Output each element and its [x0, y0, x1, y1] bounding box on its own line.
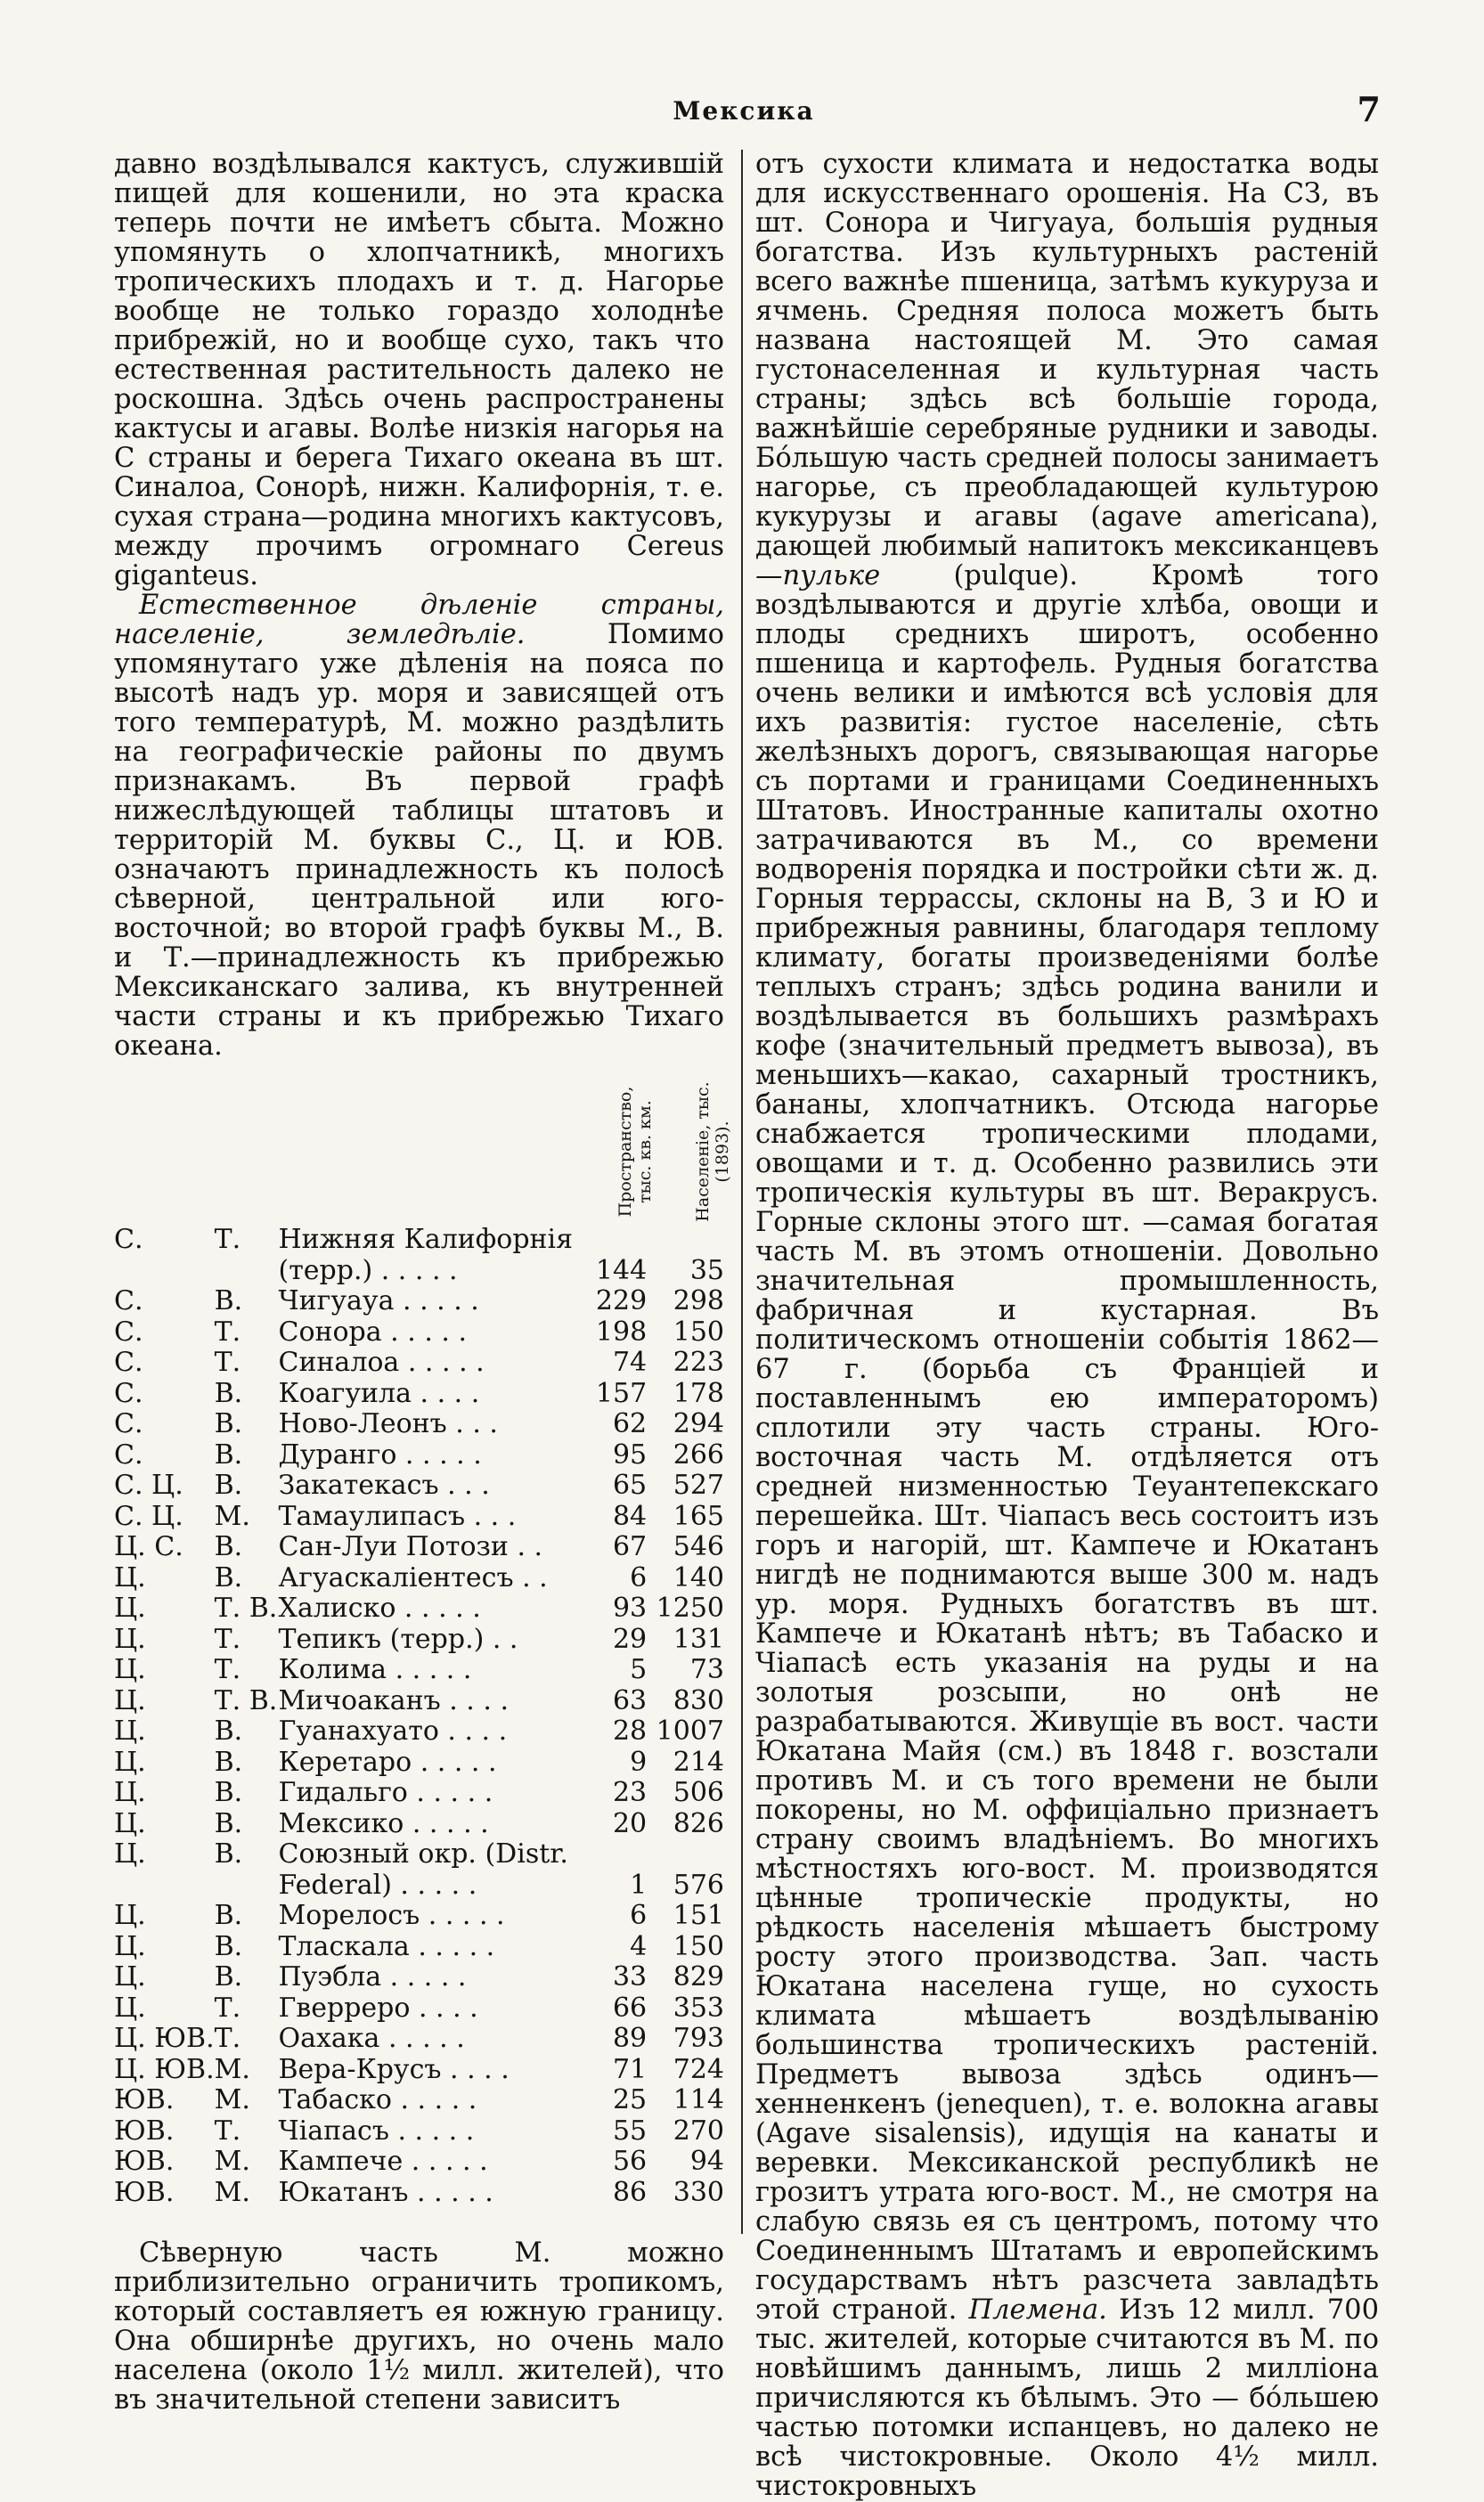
population-cell: 140 — [673, 1561, 724, 1593]
coast-cell: Т. В. — [214, 1684, 278, 1716]
area-cell: 84 — [612, 1500, 648, 1532]
state-name-cell: Тласкала . . . . . — [278, 1930, 495, 1962]
area-cell: 9 — [630, 1746, 648, 1778]
state-name-cell: Союзный окр. (Distr. — [278, 1838, 568, 1870]
area-cell: 20 — [612, 1807, 648, 1839]
states-table — [114, 1073, 732, 2208]
area-cell: 63 — [612, 1684, 648, 1716]
state-name-cell: Гидальго . . . . . — [278, 1777, 493, 1808]
state-name-cell: Коагуила . . . . — [278, 1377, 480, 1409]
region-cell: Ц. — [114, 1561, 146, 1593]
region-cell: ЮВ. — [114, 2146, 175, 2177]
region-cell: Ц. ЮВ. — [114, 2023, 215, 2054]
area-cell: 74 — [612, 1347, 648, 1378]
paragraph-text: (pulque). Кромѣ того воздѣлываются и другіе хлѣба, овощи и плоды среднихъ широтъ, особенно пшеница и картофель. Рудныя богатства очень велики и имѣются всѣ условія для ихъ развитія: густое населеніе, сѣть желѣзныхъ дорогъ, связывающая нагорье съ портами и границами Соединенныхъ Штатовъ. Иностранные капиталы охотно затрачиваются въ М., со времени водворенія порядка и постройки сѣти ж. д. Горныя террассы, склоны на В, З и Ю и прибрежныя равнины, благодаря теплому климату, богаты произведеніями болѣе теплыхъ странъ; здѣсь родина ванили и воздѣлывается въ большихъ размѣрахъ кофе (значительный предметъ вывоза), въ меньшихъ—какао, сахарный тростникъ, бананы, хлопчатникъ. Отсюда нагорье снабжается тропическими плодами, овощами и т. д. Особенно развились эти тропическія культуры въ шт. Веракрусъ. Горные склоны этого шт. —самая богатая часть М. въ этомъ отношеніи. Довольно значительная промышленность, фабричная и кустарная. Въ политическомъ отношеніи событія 1862—67 г. (борьба съ Франціей и поставленнымъ ею императоромъ) сплотили эту часть страны. Юго-восточная часть М. отдѣляется отъ средней низменностью Теуантепекскаго перешейка. Шт. Чіапасъ весь состоитъ изъ горъ и нагорій, шт. Кампече и Юкатанъ нигдѣ не поднимаются выше 300 м. надъ ур. моря. Рудныхъ богатствъ въ шт. Кампече и Юкатанѣ нѣтъ; въ Табаско и Чіапасѣ есть указанія на руды и на золотыя розсыпи, но онѣ не разрабатываются. Живущіе въ вост. части Юкатана Майя (см.) въ 1848 г. возстали противъ М. и съ того времени не были покорены, но М. оффиціально признаетъ страну своимъ владѣніемъ. Во многихъ мѣстностяхъ юго-вост. М. производятся цѣнные тропическіе продукты, но рѣдкость населенія мѣшаетъ быстрому росту этого производства. Зап. часть Юкатана населена гуще, но сухость климата мѣшаетъ воздѣлыванію большинства тропическихъ растеній. Предметъ вывоза здѣсь одинъ—хенненкенъ (jenequen), т. е. волокна агавы (Agave sisalensis), идущія на канаты и веревки. Мексиканской республикѣ не грозитъ утрата юго-вост. М., не смотря на слабую связь ея съ центромъ, потому что Соединеннымъ Штатамъ и европейскимъ государствамъ нѣтъ разсчета завладѣть этой страной. — [755, 560, 1379, 2326]
italic-term: пульке — [782, 560, 881, 591]
table-row — [114, 1655, 724, 1686]
col-area-header: Пространство, тыс. кв. км. — [616, 1086, 656, 1218]
state-name-cell: Морелосъ . . . . . — [278, 1900, 505, 1931]
paragraph-text: отъ сухости климата и недостатка воды для искусственнаго орошенія. На СЗ, въ шт. Сонора и Чигуауа, большія рудныя богатства. Изъ культурныхъ растеній всего важнѣе пшеница, затѣмъ кукуруза и ячмень. Средняя полоса можетъ быть названа настоящей М. Это самая густонаселенная и культурная часть страны; здѣсь всѣ большіе города, важнѣйшіе серебряные рудники и заводы. Бóльшую часть средней полосы занимаетъ нагорье, съ преобладающей культурою кукурузы и агавы (agave americana), дающей любимый напитокъ мексиканцевъ— — [755, 149, 1379, 591]
coast-cell: В. — [214, 1716, 243, 1747]
population-cell: 266 — [673, 1438, 724, 1471]
area-cell: 29 — [612, 1623, 648, 1655]
region-cell: Ц. — [114, 1838, 146, 1870]
table-row — [114, 1932, 724, 1963]
region-cell: ЮВ. — [114, 2084, 175, 2115]
state-name-cell: Юкатанъ . . . . . — [278, 2176, 493, 2208]
table-row — [114, 1778, 724, 1809]
region-cell: Ц. — [114, 1992, 146, 2024]
state-name-cell: Агуаскаліентесъ . . — [278, 1561, 548, 1593]
paragraph-text: Изъ 12 милл. 700 тыс. жителей, которые считаются въ М. по новѣйшимъ даннымъ, лишь 2 милліона причисляются къ бѣлымъ. Это — бóльшею частью потомки испанцевъ, но далеко не всѣ чистокровные. Около 4½ милл. чистокровныхъ — [755, 2294, 1379, 2502]
state-name-cell: Дуранго . . . . . — [278, 1438, 482, 1471]
page-header — [107, 87, 1381, 132]
left-column — [114, 149, 732, 2416]
population-cell — [647, 1839, 724, 1870]
table-row — [114, 2147, 724, 2178]
region-cell: Ц. — [114, 1623, 146, 1655]
population-cell: 73 — [689, 1654, 724, 1685]
section-heading: Естественное дѣленіе страны, населеніе, земледѣліе. — [114, 590, 724, 650]
region-cell: С. — [114, 1224, 143, 1255]
section-heading: Племена. — [968, 2294, 1107, 2326]
population-cell: 223 — [673, 1347, 724, 1378]
paragraph: Сѣверную часть М. можно приблизительно ограничить тропикомъ, который составляетъ ея южную границу. Она обширнѣе другихъ, но очень мало населена (около 1½ милл. жителей), что въ значительной степени зависитъ — [114, 2237, 724, 2416]
state-name-cell: Вера-Крусъ . . . . — [278, 2053, 510, 2085]
region-cell: Ц. — [114, 1716, 146, 1747]
population-cell: 94 — [689, 2146, 724, 2177]
state-name-cell: Синалоа . . . . . — [278, 1347, 485, 1378]
state-name-cell: Колима . . . . . — [278, 1654, 472, 1685]
coast-cell: М. — [214, 1500, 250, 1532]
population-cell — [647, 1225, 724, 1256]
coast-cell: В. — [214, 1961, 243, 1993]
area-cell: 23 — [612, 1777, 648, 1808]
region-cell: С. — [114, 1316, 143, 1348]
table-row — [114, 1809, 724, 1840]
population-cell: 298 — [673, 1285, 724, 1316]
population-cell: 724 — [673, 2053, 724, 2085]
region-cell: Ц. С. — [114, 1531, 183, 1562]
area-cell: 65 — [612, 1470, 648, 1501]
area-cell: 144 — [595, 1254, 648, 1286]
area-cell: 86 — [612, 2176, 648, 2208]
paragraph — [755, 150, 1379, 2501]
region-cell — [114, 1256, 215, 1287]
population-cell: 150 — [673, 1316, 724, 1348]
coast-cell: В. — [214, 1285, 243, 1316]
state-name-cell: Нижняя Калифорнія — [278, 1224, 574, 1255]
area-cell: 93 — [612, 1593, 648, 1624]
population-cell: 165 — [673, 1500, 724, 1532]
state-name-cell: Чіапасъ . . . . . — [278, 2115, 475, 2147]
area-cell: 95 — [612, 1438, 648, 1471]
table-row — [114, 2085, 724, 2116]
state-name-cell: Ново-Леонъ . . . — [278, 1408, 498, 1439]
coast-cell: В. — [214, 1746, 243, 1778]
region-cell: С. — [114, 1347, 143, 1378]
coast-cell — [215, 1256, 279, 1287]
region-cell: С. — [114, 1377, 143, 1409]
coast-cell: В. — [214, 1807, 243, 1839]
area-cell: 25 — [612, 2084, 648, 2115]
area-cell: 28 — [612, 1716, 648, 1747]
population-cell: 576 — [673, 1869, 724, 1901]
table-row — [114, 1901, 724, 1932]
state-name-cell: Мексико . . . . . — [278, 1807, 489, 1839]
state-name-cell: Тамаулипасъ . . . — [278, 1500, 517, 1532]
state-name-cell: Оахака . . . . . — [278, 2023, 465, 2054]
population-cell: 793 — [673, 2023, 724, 2054]
table-row — [114, 1748, 724, 1779]
col-coast — [215, 1073, 279, 1225]
population-cell: 114 — [673, 2084, 724, 2115]
table-row — [114, 2024, 724, 2055]
population-cell: 1007 — [656, 1716, 724, 1747]
area-cell — [573, 1839, 647, 1870]
col-state — [278, 1073, 573, 1225]
area-cell: 33 — [612, 1961, 648, 1993]
region-cell: С. — [114, 1438, 143, 1471]
area-cell: 89 — [612, 2023, 648, 2054]
coast-cell: В. — [214, 1438, 243, 1471]
area-cell: 66 — [612, 1992, 648, 2024]
region-cell: Ц. — [114, 1777, 146, 1808]
state-name-cell: Чигуауа . . . . . — [278, 1285, 479, 1316]
state-name-cell: Кампече . . . . . — [278, 2146, 488, 2177]
state-name-cell: Гуанахуато . . . . — [278, 1716, 508, 1747]
population-cell: 151 — [673, 1900, 724, 1931]
area-cell: 62 — [612, 1408, 648, 1439]
column-divider — [741, 150, 743, 2234]
area-cell: 229 — [595, 1285, 648, 1316]
area-cell: 5 — [630, 1654, 648, 1685]
coast-cell: Т. — [214, 2023, 241, 2054]
area-cell: 4 — [630, 1930, 648, 1962]
table-row — [114, 1348, 724, 1379]
coast-cell: Т. — [214, 1992, 241, 2024]
area-cell — [573, 1225, 647, 1256]
coast-cell: В. — [214, 1561, 243, 1593]
table-row — [114, 2116, 724, 2147]
state-name-cell: Гверреро . . . . — [278, 1992, 478, 2024]
coast-cell: В. — [214, 1377, 243, 1409]
table-row — [114, 1839, 724, 1870]
coast-cell: В. — [214, 1900, 243, 1931]
table-row — [114, 1471, 724, 1502]
table-row — [114, 1593, 724, 1625]
table-row — [114, 2055, 724, 2086]
population-cell: 178 — [673, 1377, 724, 1409]
population-cell: 294 — [673, 1408, 724, 1439]
state-name-cell: Мичоаканъ . . . . — [278, 1684, 509, 1716]
table-row — [114, 1993, 724, 2025]
population-cell: 1250 — [656, 1593, 724, 1624]
state-name-cell: Сан-Луи Потози . . — [278, 1531, 543, 1562]
coast-cell: Т. — [214, 2115, 241, 2147]
population-cell: 506 — [673, 1777, 724, 1808]
paragraph-text: Помимо упомянутаго уже дѣленія на пояса по высотѣ надъ ур. моря и зависящей отъ того температурѣ, М. можно раздѣлить на географическіе районы по двумъ признакамъ. Въ первой графѣ нижеслѣдующей таблицы штатовъ и территорій М. буквы С., Ц. и ЮВ. означаютъ принадлежность къ полосѣ сѣверной, центральной или юго-восточной; во второй графѣ буквы М., В. и Т.—принадлежность къ прибрежью Мексиканскаго залива, къ внутренней части страны и къ прибрежью Тихаго океана. — [114, 619, 724, 1062]
table-row — [114, 1225, 724, 1256]
table-row — [114, 1962, 724, 1993]
right-column — [755, 150, 1379, 2501]
table-row — [114, 1625, 724, 1656]
coast-cell: В. — [214, 1930, 243, 1962]
table-row — [114, 1870, 724, 1902]
population-cell: 353 — [673, 1992, 724, 2024]
paragraph: давно воздѣлывался кактусъ, служившій пищей для кошенили, но эта краска теперь почти не имѣетъ сбыта. Можно упомянуть о хлопчатникѣ, многихъ тропическихъ плодахъ и т. д. Нагорье вообще не только гораздо холоднѣе прибрежій, но и вообще сухо, такъ что естественная растительность далеко не роскошна. Здѣсь очень распространены кактусы и агавы. Волѣе низкія нагорья на С страны и берега Тихаго океана въ шт. Синалоа, Сонорѣ, нижн. Калифорнія, т. е. сухая страна—родина многихъ кактусовъ, между прочимъ огромнаго Cereus giganteus. — [114, 149, 724, 591]
region-cell: Ц. — [114, 1654, 146, 1685]
area-cell: 67 — [612, 1531, 648, 1562]
state-name-cell: Пуэбла . . . . . — [278, 1961, 467, 1993]
region-cell: Ц. — [114, 1746, 146, 1778]
population-cell: 131 — [673, 1623, 724, 1655]
region-cell: С. Ц. — [114, 1500, 183, 1532]
coast-cell: В. — [214, 1470, 243, 1501]
coast-cell: М. — [214, 2084, 250, 2115]
region-cell: С. — [114, 1285, 143, 1316]
coast-cell: Т. — [214, 1623, 241, 1655]
coast-cell: Т. — [214, 1224, 241, 1255]
page-number: 7 — [1357, 89, 1381, 129]
table-row — [114, 1317, 724, 1349]
region-cell: Ц. — [114, 1961, 146, 1993]
region-cell: Ц. — [114, 1930, 146, 1962]
population-cell: 826 — [673, 1807, 724, 1839]
state-name-cell: Сонора . . . . . — [278, 1316, 468, 1348]
table-row — [114, 1379, 724, 1410]
population-cell: 829 — [673, 1961, 724, 1993]
region-cell: С. — [114, 1408, 143, 1439]
coast-cell: М. — [214, 2146, 250, 2177]
col-pop-header: Населеніе, тыс. (1893). — [693, 1081, 732, 1222]
state-name-cell: Керетаро . . . . . — [278, 1746, 497, 1778]
area-cell: 6 — [630, 1900, 648, 1931]
coast-cell — [215, 1870, 279, 1902]
state-name-cell: Халиско . . . . . — [278, 1593, 481, 1624]
area-cell: 157 — [595, 1377, 648, 1409]
table-row — [114, 1532, 724, 1563]
area-cell: 6 — [630, 1561, 648, 1593]
state-name-cell: Federal) . . . . . — [278, 1869, 477, 1901]
coast-cell: В. — [214, 1777, 243, 1808]
population-cell: 214 — [673, 1746, 724, 1778]
table-row — [114, 1716, 724, 1748]
population-cell: 270 — [673, 2115, 724, 2147]
population-cell: 150 — [673, 1930, 724, 1962]
state-name-cell: Табаско . . . . . — [278, 2084, 477, 2115]
area-cell: 198 — [595, 1316, 648, 1348]
region-cell: ЮВ. — [114, 2115, 175, 2147]
state-name-cell: Тепикъ (терр.) . . — [278, 1623, 518, 1655]
coast-cell: М. — [214, 2176, 250, 2208]
table-row — [114, 1440, 724, 1471]
col-region — [114, 1073, 215, 1225]
region-cell: Ц. ЮВ. — [114, 2053, 215, 2085]
coast-cell: Т. — [214, 1347, 241, 1378]
population-cell: 330 — [673, 2176, 724, 2208]
coast-cell: В. — [214, 1838, 243, 1870]
table-row — [114, 1409, 724, 1440]
table-row — [114, 1502, 724, 1533]
area-cell: 55 — [612, 2115, 648, 2147]
area-cell: 1 — [630, 1869, 648, 1901]
region-cell: Ц. — [114, 1684, 146, 1716]
coast-cell: В. — [214, 1531, 243, 1562]
population-cell: 527 — [673, 1470, 724, 1501]
paragraph — [114, 591, 724, 1061]
population-cell: 546 — [673, 1531, 724, 1562]
population-cell: 830 — [673, 1684, 724, 1716]
coast-cell: В. — [214, 1408, 243, 1439]
region-cell: С. Ц. — [114, 1470, 183, 1501]
area-cell: 56 — [612, 2146, 648, 2177]
state-name-cell: (терр.) . . . . . — [278, 1254, 458, 1286]
population-cell: 35 — [689, 1254, 724, 1286]
coast-cell: М. — [214, 2053, 250, 2085]
area-cell: 71 — [612, 2053, 648, 2085]
table-row — [114, 1256, 724, 1287]
region-cell — [114, 1870, 215, 1902]
running-title: Мексика — [673, 96, 815, 126]
table-row — [114, 1563, 724, 1594]
coast-cell: Т. В. — [214, 1593, 278, 1624]
region-cell: Ц. — [114, 1807, 146, 1839]
state-name-cell: Закатекасъ . . . — [278, 1470, 490, 1501]
table-row — [114, 1686, 724, 1717]
coast-cell: Т. — [214, 1316, 241, 1348]
table-row — [114, 1286, 724, 1317]
region-cell: Ц. — [114, 1900, 146, 1931]
region-cell: Ц. — [114, 1593, 146, 1624]
table-row — [114, 2178, 724, 2209]
coast-cell: Т. — [214, 1654, 241, 1685]
region-cell: ЮВ. — [114, 2176, 175, 2208]
